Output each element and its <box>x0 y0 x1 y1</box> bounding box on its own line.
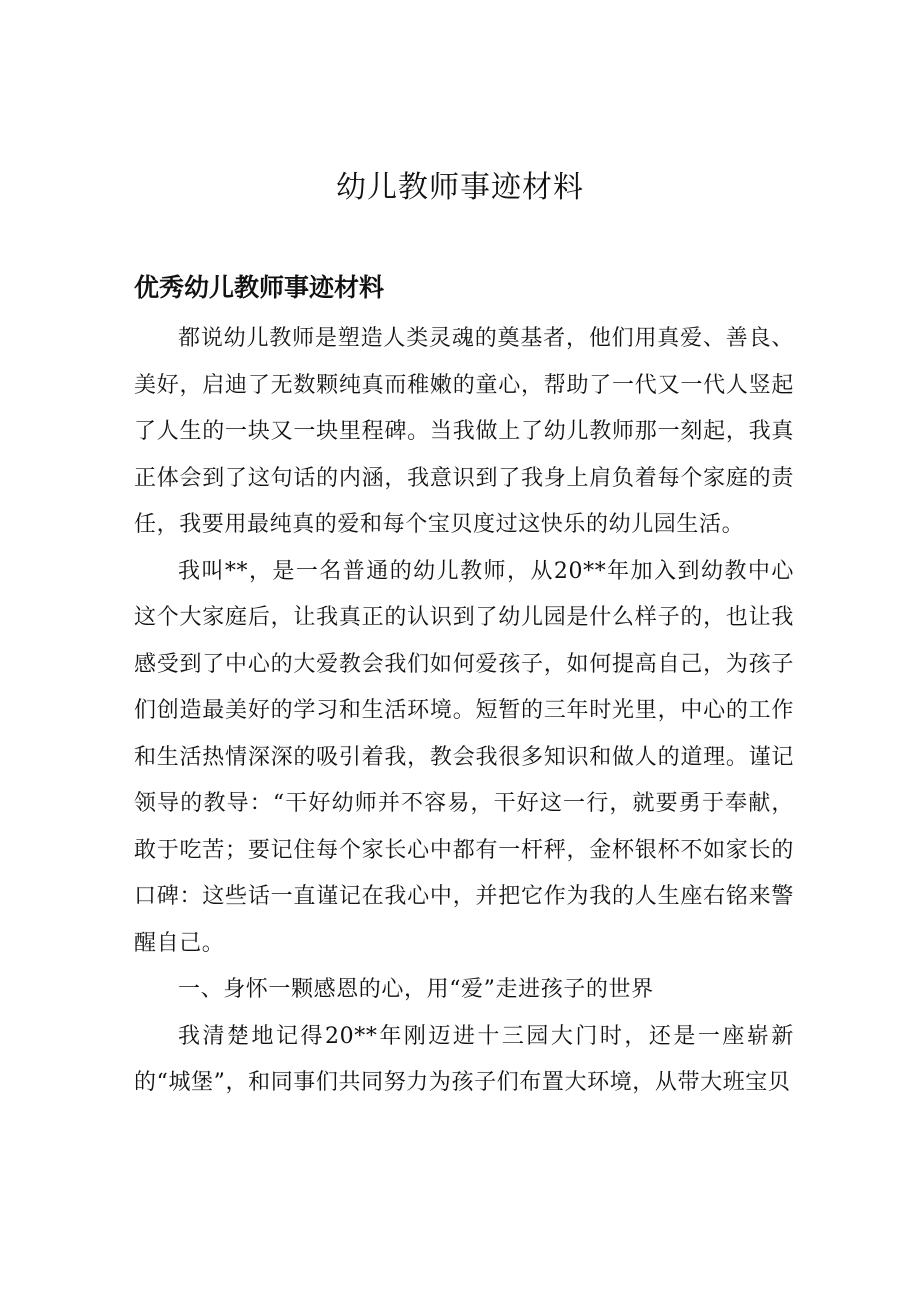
paragraph-subheading-one: 一、身怀一颗感恩的心，用“爱”走进孩子的世界 <box>178 977 654 1002</box>
paragraph-memory: 我清楚地记得20**年刚迈进十三园大门时，还是一座崭新的“城堡”，和同事们共同努力为孩子们布置大环境，从带大班宝贝 <box>134 1023 794 1095</box>
paragraph-self-introduction: 我叫**，是一名普通的幼儿教师，从20**年加入到幼教中心这个大家庭后，让我真正的认识到了幼儿园是什么样子的，也让我感受到了中心的大爱教会我们如何爱孩子，如何提高自己，为孩子们创造最美好的学习和生活环境。短暂的三年时光里，中心的工作和生活热情深深的吸引着我，教会我很多知识和做人的道理。谨记领导的教导：“干好幼师并不容易，干好这一行，就要勇于奉献，敢于吃苦；要记住每个家长心中都有一杆秤，金杯银杯不如家长的口碑：这些话一直谨记在我心中，并把它作为我的人生座右铭来警醒自己。 <box>134 558 794 956</box>
section-heading: 优秀幼儿教师事迹材料 <box>134 273 385 302</box>
document-body <box>134 316 794 1107</box>
paragraph-intro: 都说幼儿教师是塑造人类灵魂的奠基者，他们用真爱、善良、美好，启迪了无数颗纯真而稚嫩的童心，帮助了一代又一代人竖起了人生的一块又一块里程碑。当我做上了幼儿教师那一刻起，我真正体会到了这句话的内涵，我意识到了我身上肩负着每个家庭的责任，我要用最纯真的爱和每个宝贝度过这快乐的幼儿园生活。 <box>134 326 794 537</box>
document-title: 幼儿教师事迹材料 <box>336 170 584 205</box>
